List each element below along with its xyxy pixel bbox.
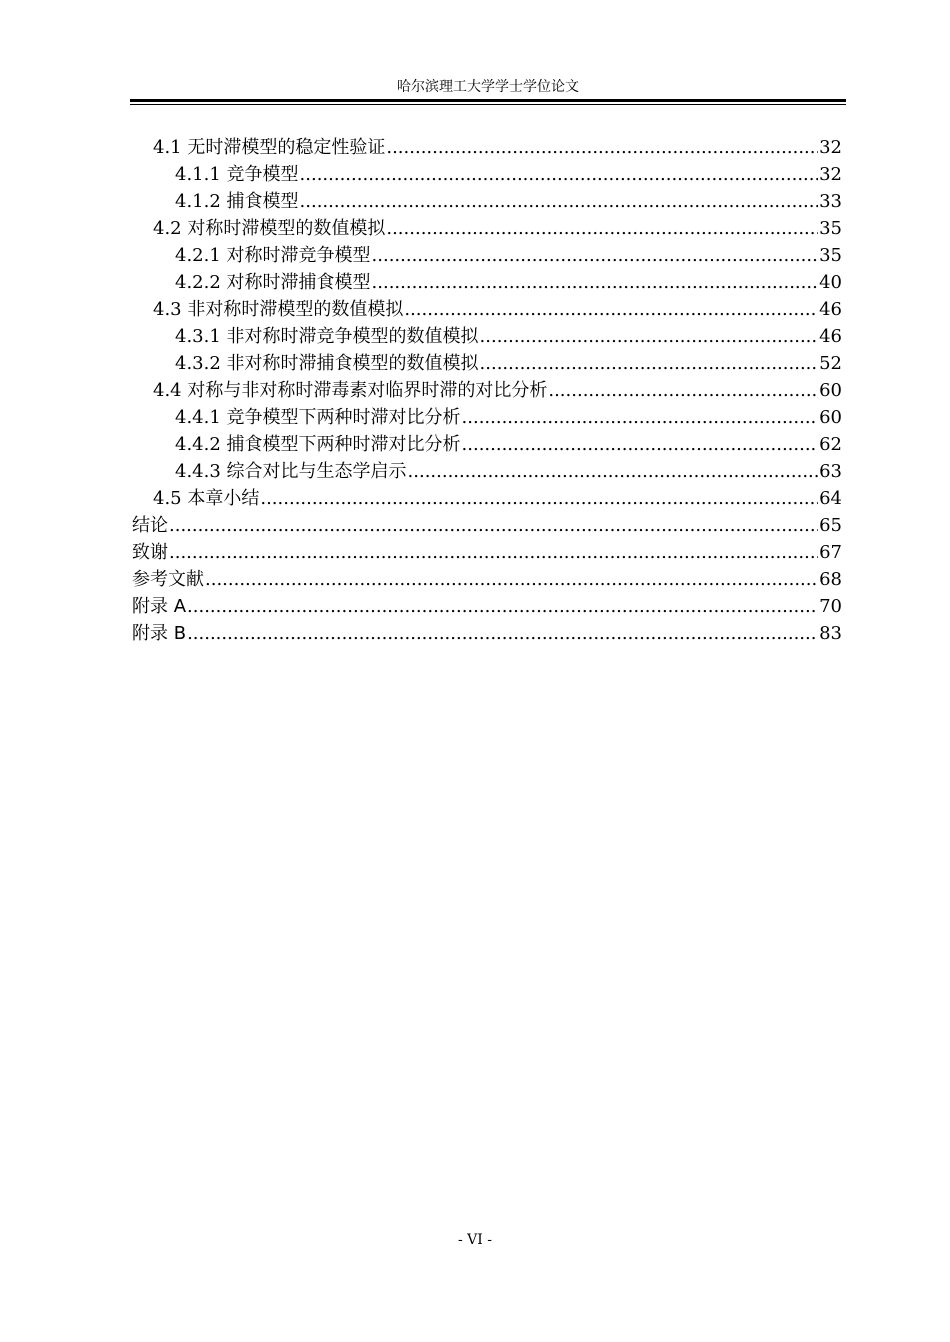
toc-entry[interactable]	[132, 322, 842, 349]
toc-entry-page: 46	[819, 326, 842, 347]
toc-entry-page: 32	[819, 164, 842, 185]
toc-leader-dots	[408, 460, 819, 484]
toc-entry-page: 40	[819, 272, 842, 293]
toc-leader-dots	[480, 325, 819, 349]
toc-entry-label: 4.2.1 对称时滞竞争模型	[175, 245, 371, 266]
toc-entry-label: 4.4.2 捕食模型下两种时滞对比分析	[175, 434, 461, 455]
toc-entry[interactable]	[132, 349, 842, 376]
toc-entry-label: 4.4.1 竞争模型下两种时滞对比分析	[175, 407, 461, 428]
toc-leader-dots	[169, 514, 818, 538]
toc-entry-page: 68	[819, 569, 842, 590]
toc-entry-label: 4.2.2 对称时滞捕食模型	[175, 272, 371, 293]
toc-entry-label: 致谢	[132, 542, 168, 563]
toc-entry-page: 67	[819, 542, 842, 563]
toc-entry-page: 46	[819, 299, 842, 320]
toc-leader-dots	[205, 568, 818, 592]
toc-entry[interactable]	[132, 376, 842, 403]
toc-entry[interactable]	[132, 241, 842, 268]
toc-entry-label: 4.4 对称与非对称时滞毒素对临界时滞的对比分析	[153, 380, 548, 401]
page-number: - VI -	[457, 1232, 492, 1248]
toc-entry[interactable]	[132, 187, 842, 214]
toc-entry-label: 附录 B	[132, 623, 187, 644]
toc-entry[interactable]	[132, 592, 842, 619]
toc-leader-dots	[187, 622, 818, 646]
toc-entry-label: 4.2 对称时滞模型的数值模拟	[153, 218, 386, 239]
toc-leader-dots	[386, 217, 818, 241]
toc-entry-page: 60	[819, 380, 842, 401]
toc-leader-dots	[480, 352, 819, 376]
toc-entry-label: 4.5 本章小结	[153, 488, 260, 509]
toc-entry[interactable]	[132, 619, 842, 646]
toc-entry[interactable]	[132, 430, 842, 457]
toc-leader-dots	[300, 190, 819, 214]
toc-entry-page: 62	[819, 434, 842, 455]
toc-entry-page: 33	[819, 191, 842, 212]
toc-entry-label: 4.3.1 非对称时滞竞争模型的数值模拟	[175, 326, 479, 347]
toc-leader-dots	[462, 406, 819, 430]
toc-leader-dots	[260, 487, 818, 511]
toc-leader-dots	[372, 244, 819, 268]
toc-leader-dots	[169, 541, 818, 565]
toc-entry-page: 32	[819, 137, 842, 158]
toc-entry-label: 4.1.2 捕食模型	[175, 191, 299, 212]
toc-entry[interactable]	[132, 295, 842, 322]
toc-entry-page: 35	[819, 218, 842, 239]
toc-entry[interactable]	[132, 403, 842, 430]
toc-entry[interactable]	[132, 457, 842, 484]
toc-entry[interactable]	[132, 565, 842, 592]
toc-entry-page: 64	[819, 488, 842, 509]
toc-entry-page: 60	[819, 407, 842, 428]
toc-entry-label: 4.3.2 非对称时滞捕食模型的数值模拟	[175, 353, 479, 374]
header-rule-thin	[130, 104, 846, 105]
toc-entry[interactable]	[132, 268, 842, 295]
toc-entry-page: 70	[819, 596, 842, 617]
toc-entry-label: 参考文献	[132, 569, 204, 590]
toc-entry[interactable]	[132, 133, 842, 160]
toc-entry-page: 52	[819, 353, 842, 374]
toc-leader-dots	[462, 433, 819, 457]
toc-entry[interactable]	[132, 484, 842, 511]
header-rule-thick	[130, 99, 846, 102]
toc-entry-label: 4.4.3 综合对比与生态学启示	[175, 461, 407, 482]
toc-leader-dots	[187, 595, 818, 619]
toc-entry-label: 4.1.1 竞争模型	[175, 164, 299, 185]
toc-entry[interactable]	[132, 538, 842, 565]
toc-leader-dots	[372, 271, 819, 295]
toc-entry-label: 4.3 非对称时滞模型的数值模拟	[153, 299, 404, 320]
table-of-contents	[132, 133, 842, 646]
toc-entry-page: 83	[819, 623, 842, 644]
toc-leader-dots	[300, 163, 819, 187]
toc-entry-page: 63	[819, 461, 842, 482]
toc-entry[interactable]	[132, 511, 842, 538]
toc-entry-page: 35	[819, 245, 842, 266]
toc-leader-dots	[548, 379, 818, 403]
toc-entry-label: 结论	[132, 515, 168, 536]
toc-leader-dots	[404, 298, 818, 322]
toc-entry-page: 65	[819, 515, 842, 536]
toc-entry[interactable]	[132, 214, 842, 241]
toc-entry-label: 4.1 无时滞模型的稳定性验证	[153, 137, 386, 158]
toc-entry-label: 附录 A	[132, 596, 187, 617]
running-header: 哈尔滨理工大学学士学位论文	[397, 79, 579, 95]
toc-entry[interactable]	[132, 160, 842, 187]
toc-leader-dots	[386, 136, 818, 160]
